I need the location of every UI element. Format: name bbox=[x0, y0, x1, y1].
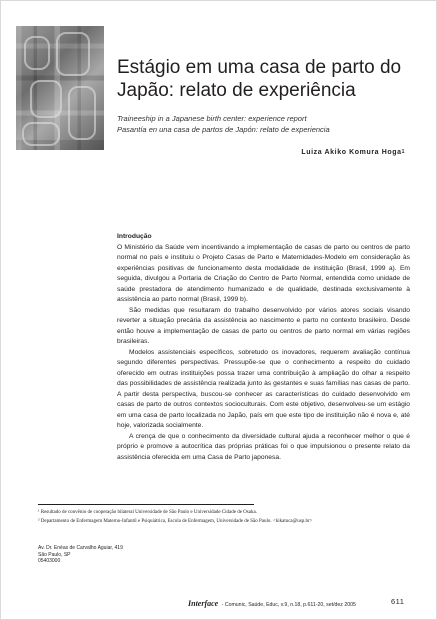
cover-artwork-image bbox=[16, 26, 104, 150]
address-city: São Paulo, SP bbox=[38, 551, 71, 558]
article-title: Estágio em uma casa de parto do Japão: relato de experiência bbox=[117, 57, 402, 101]
paragraph-4: A crença de que o conhecimento da diversidade cultural ajuda a reconhecer melhor o que é próprio e promove a autocrítica das próprias práticas foi o que impulsionou o presente relato da assistência oferecida em uma Casa de Parto japonesa. bbox=[117, 432, 410, 461]
journal-citation-text: - Comunic, Saúde, Educ, v.9, n.18, p.611-20, set/dez 2005 bbox=[221, 602, 356, 608]
article-body bbox=[117, 232, 410, 463]
author-line bbox=[301, 149, 405, 156]
paragraph-1: O Ministério da Saúde vem incentivando a implementação de casas de parto ou centros de parto normal no país e instituiu o Projeto Casas de Parto e Maternidades-Modelo em consideração às experiências positivas de funcionamento desta modalidade de instituição (Brasil, 1999 a). Em seguida, divulgou a Portaria de Criação do Centro de Parto Normal, entendida como unidade de saúde prestadora de atendimento humanizado e de qualidade, destinada exclusivamente à assistência ao parto normal (Brasil, 1999 b). bbox=[117, 243, 410, 303]
author-name: Luiza Akiko Komura Hoga bbox=[301, 149, 402, 156]
subtitle-english: Traineeship in a Japanese birth center: experience report bbox=[117, 114, 307, 123]
paragraph-3: Modelos assistenciais específicos, sobretudo os inovadores, requerem avaliação contínua segundo diferentes perspectivas. Pressupõe-se que o conhecimento a respeito do cuidado oferecido em outras instituições possa trazer uma contribuição à ampliação do olhar a respeito das possibilidades de assistência realizada junto às gestantes e suas famílias nas casas de parto. A partir desta perspectiva, buscou-se conhecer as características do cuidado desenvolvido em casas de parto de outros contextos socioculturais. Com este objetivo, desenvolveu-se um estágio em uma casa de parto localizada no Japão, país em que este tipo de instituição não é nova e, até hoje, valorizada socialmente. bbox=[117, 348, 410, 429]
footnote-divider bbox=[38, 504, 254, 505]
address-street: Av. Dr. Enéas de Carvalho Aguiar, 419 bbox=[38, 545, 123, 551]
section-heading: Introdução bbox=[117, 233, 152, 240]
paragraph-2: São medidas que resultaram do trabalho desenvolvido por vários atores sociais visando reverter a situação precária da assistência ao nascimento e parto no contexto brasileiro. Desde então houve a implementação de casas de parto ou centros de parto normal em várias regiões brasileiras. bbox=[117, 306, 410, 345]
author-footnote-mark: 1 bbox=[401, 149, 405, 155]
footnote-1: ¹ Resultado de convênio de cooperação bilateral Universidade de São Paulo e Universidade Cidade de Osaka. bbox=[38, 510, 257, 515]
author-address bbox=[38, 545, 123, 565]
footnote-2: ² Departamento de Enfermagem Materno-Infantil e Psiquiátrica, Escola de Enfermagem, Universidade de São Paulo. <kikatuca@usp.br> bbox=[38, 519, 313, 524]
journal-citation bbox=[188, 599, 356, 608]
address-postal-code: 05403000 bbox=[38, 558, 61, 564]
page-number: 611 bbox=[391, 597, 405, 606]
subtitle-spanish: Pasantía en una casa de partos de Japón: relato de experiencia bbox=[117, 125, 330, 134]
journal-logo: Interface bbox=[188, 599, 219, 608]
